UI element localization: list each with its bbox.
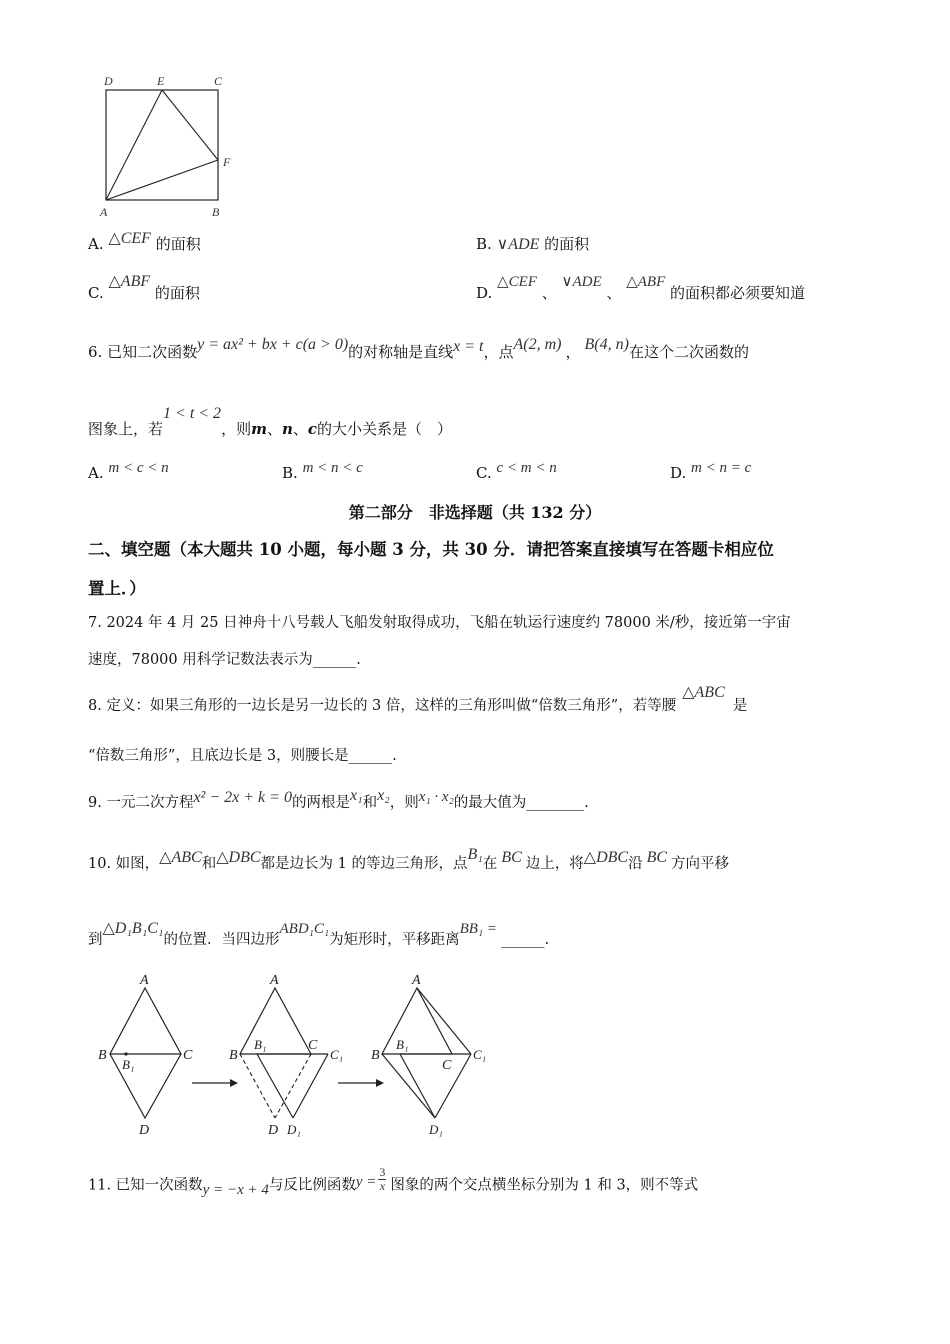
- figure-translation: [90, 970, 510, 1140]
- q11-text: 图象的两个交点横坐标分别为 1 和 3，则不等式: [390, 1177, 699, 1194]
- stage-3: [371, 973, 486, 1137]
- option-sep: 、: [606, 284, 622, 302]
- label-b: B: [371, 1048, 380, 1063]
- label-a: A: [100, 205, 108, 219]
- q9-equation: x² − 2x + k = 0: [193, 789, 292, 806]
- label-c: C: [442, 1058, 452, 1073]
- label-b: B: [212, 205, 220, 219]
- option-math: m < n < c: [302, 460, 363, 476]
- q10-text: 为矩形时，平移距离: [329, 932, 460, 948]
- q6-option-c[interactable]: [476, 460, 557, 483]
- option-letter: B.: [282, 464, 298, 482]
- q6-text: 在这个二次函数的: [628, 343, 749, 361]
- q6-line1: [88, 336, 749, 362]
- option-text: 的面积: [544, 235, 590, 253]
- point-b1: [124, 1052, 127, 1055]
- q6-option-d[interactable]: [670, 460, 752, 483]
- q6-sep: 、: [292, 420, 308, 438]
- q5-option-d[interactable]: [476, 274, 806, 303]
- option-math-abf: △ABF: [626, 274, 666, 290]
- q9-text: 的两根是: [291, 795, 350, 811]
- option-sep: 、: [541, 284, 557, 302]
- rhombus-abdc: [110, 988, 181, 1118]
- q10-triangle-d1b1c1: △D₁B₁C₁: [102, 920, 164, 937]
- q6-text: 的对称轴是直线: [348, 343, 454, 361]
- label-a: A: [412, 973, 421, 988]
- q10-text: 边上，将: [525, 856, 584, 872]
- option-letter: A.: [88, 235, 104, 253]
- q9-x1: x₁: [349, 787, 363, 804]
- label-e: E: [157, 74, 165, 88]
- square-abcd: [106, 90, 218, 200]
- figure-square: [96, 70, 246, 220]
- q6-condition: 1 < t < 2: [163, 405, 222, 422]
- q10-line1: [88, 846, 730, 873]
- q8-line2: “倍数三角形”，且底边长是 3，则腰长是______.: [88, 748, 397, 764]
- option-math: c < m < n: [496, 460, 557, 476]
- fraction-numerator: 3: [379, 1165, 386, 1179]
- q10-text: 10. 如图，: [88, 856, 160, 872]
- q6-point-b: B(4, n): [584, 336, 629, 353]
- q6-option-b[interactable]: [282, 460, 363, 483]
- var-m: m: [251, 420, 267, 438]
- label-c: C: [308, 1038, 318, 1053]
- dashed-bd: [240, 1054, 275, 1118]
- label-c1: C₁: [330, 1047, 344, 1062]
- q11-text: 11. 已知一次函数: [88, 1177, 203, 1194]
- label-b: B: [229, 1048, 238, 1063]
- q11-y: y =: [355, 1173, 377, 1190]
- segment-c1d1: [435, 1054, 471, 1118]
- option-text: 的面积: [154, 284, 200, 302]
- dashed-cd: [275, 1054, 311, 1118]
- q10-text: ______.: [501, 932, 550, 948]
- option-math: △ABF: [108, 273, 151, 290]
- q8-line1: [88, 684, 748, 715]
- label-b: B: [98, 1048, 107, 1063]
- q9-text: 和: [362, 795, 378, 811]
- q10-text: 在: [482, 856, 498, 872]
- option-letter: D.: [476, 284, 493, 302]
- var-c: c: [307, 420, 318, 438]
- option-letter: C.: [476, 464, 492, 482]
- q6-option-a[interactable]: [88, 460, 169, 483]
- q10-point-b1: B₁: [467, 846, 483, 863]
- q10-triangle-abc: △ABC: [159, 849, 202, 866]
- label-b1: B₁: [254, 1037, 267, 1052]
- label-c: C: [183, 1048, 193, 1063]
- q10-segment-bc: BC: [501, 849, 522, 866]
- q10-text: 方向平移: [671, 856, 730, 872]
- q10-segment-bc: BC: [646, 849, 668, 866]
- q7-line2: 速度，78000 用科学记数法表示为______.: [88, 652, 361, 668]
- option-math: m < n = c: [691, 460, 752, 476]
- arrow-right-icon: [338, 1079, 384, 1087]
- q6-text: 图象上，若: [88, 420, 164, 438]
- q10-line2: [88, 920, 550, 949]
- option-letter: C.: [88, 284, 104, 302]
- segment-b1d1: [400, 1054, 435, 1118]
- q9-product: x₁ · x₂: [418, 789, 454, 805]
- label-c: C: [214, 74, 223, 88]
- section-heading-line2: 置上．）: [88, 579, 146, 598]
- q8-triangle: △ABC: [682, 684, 725, 701]
- option-letter: D.: [670, 464, 687, 482]
- q6-axis: x = t: [453, 338, 484, 355]
- q10-triangle-dbc: △DBC: [216, 849, 261, 866]
- q6-equation: y = ax² + bx + c(a > 0): [197, 336, 349, 353]
- q7-line1: 7. 2024 年 4 月 25 日神舟十八号载人飞船发射取得成功，飞船在轨运行速度约 78000 米/秒，接近第一宇宙: [88, 615, 791, 631]
- q6-sep: 、: [266, 420, 282, 438]
- option-letter: B.: [476, 235, 492, 253]
- var-n: n: [281, 420, 293, 438]
- option-text: 的面积: [155, 235, 201, 253]
- q11-line: [88, 1165, 699, 1199]
- q6-text: 6. 已知二次函数: [88, 343, 198, 361]
- stage-1: [98, 973, 193, 1138]
- q10-quadrilateral: ABD₁C₁: [279, 921, 330, 937]
- option-text: 的面积都必须要知道: [670, 284, 806, 302]
- stage-2: [229, 973, 343, 1138]
- label-d1: D₁: [287, 1122, 301, 1137]
- label-b1: B₁: [396, 1037, 409, 1052]
- label-f: F: [223, 155, 231, 169]
- label-d: D: [104, 74, 113, 88]
- label-d1: D₁: [429, 1122, 443, 1137]
- part2-title: 第二部分 非选择题（共 132 分）: [348, 503, 602, 522]
- q11-fraction: [378, 1166, 386, 1193]
- triangle-abc: [382, 988, 452, 1054]
- segment-b1d1: [257, 1054, 293, 1118]
- option-letter: A.: [88, 464, 104, 482]
- q9-text: ，则: [389, 795, 419, 811]
- q10-distance: BB₁ =: [459, 921, 498, 937]
- q10-text: 都是边长为 1 的等边三角形，点: [260, 856, 468, 872]
- segment-c1d1: [293, 1054, 328, 1118]
- q6-text: 的大小关系是（ ）: [317, 420, 453, 438]
- option-math-cef: △CEF: [497, 274, 537, 290]
- label-c1: C₁: [473, 1047, 487, 1062]
- q5-option-c[interactable]: [88, 273, 200, 303]
- q10-text: 到: [88, 932, 103, 948]
- label-b1: B₁: [122, 1057, 135, 1072]
- q6-text: ，则: [221, 420, 252, 438]
- q10-text: 的位置．当四边形: [163, 932, 280, 948]
- option-math: ∨ADE: [496, 236, 540, 253]
- q5-option-b[interactable]: [476, 233, 589, 254]
- q11-text: 与反比例函数: [268, 1177, 356, 1194]
- q9-text: 9. 一元二次方程: [88, 795, 194, 811]
- fraction-denominator: x: [379, 1179, 386, 1193]
- segment-bd1: [382, 1054, 435, 1118]
- label-a: A: [140, 973, 149, 988]
- q8-text: 是: [732, 698, 748, 714]
- q10-text: 沿: [628, 856, 643, 872]
- q6-text: ，点: [483, 343, 514, 361]
- q10-triangle-dbc: △DBC: [583, 849, 629, 866]
- q9-text: 的最大值为________.: [453, 795, 589, 811]
- triangle-abc: [240, 988, 311, 1054]
- option-math: m < c < n: [108, 460, 169, 476]
- q9-x2: x₂: [377, 787, 390, 804]
- q6-point-a: A(2, m): [513, 336, 562, 353]
- q11-linear-function: y = −x + 4: [202, 1181, 269, 1198]
- q10-text: 和: [201, 856, 217, 872]
- section-heading-line1: 二、填空题（本大题共 10 小题，每小题 3 分，共 30 分．请把答案直接填写在答题卡相应位: [88, 540, 774, 559]
- label-d: D: [139, 1123, 150, 1138]
- q5-option-a[interactable]: [88, 230, 201, 254]
- arrow-right-icon: [192, 1079, 238, 1087]
- label-d: D: [268, 1123, 279, 1138]
- q6-line2: [88, 405, 453, 439]
- q6-text: ，: [565, 343, 581, 361]
- label-a: A: [270, 973, 279, 988]
- q9-line: [88, 787, 589, 812]
- q8-text: 8. 定义：如果三角形的一边长是另一边长的 3 倍，这样的三角形叫做“倍数三角形”，若等腰: [88, 698, 677, 714]
- option-math-ade: ∨ADE: [561, 274, 602, 290]
- segment-ef: [162, 90, 218, 160]
- segment-ac1: [417, 988, 471, 1054]
- option-math: △CEF: [108, 230, 151, 247]
